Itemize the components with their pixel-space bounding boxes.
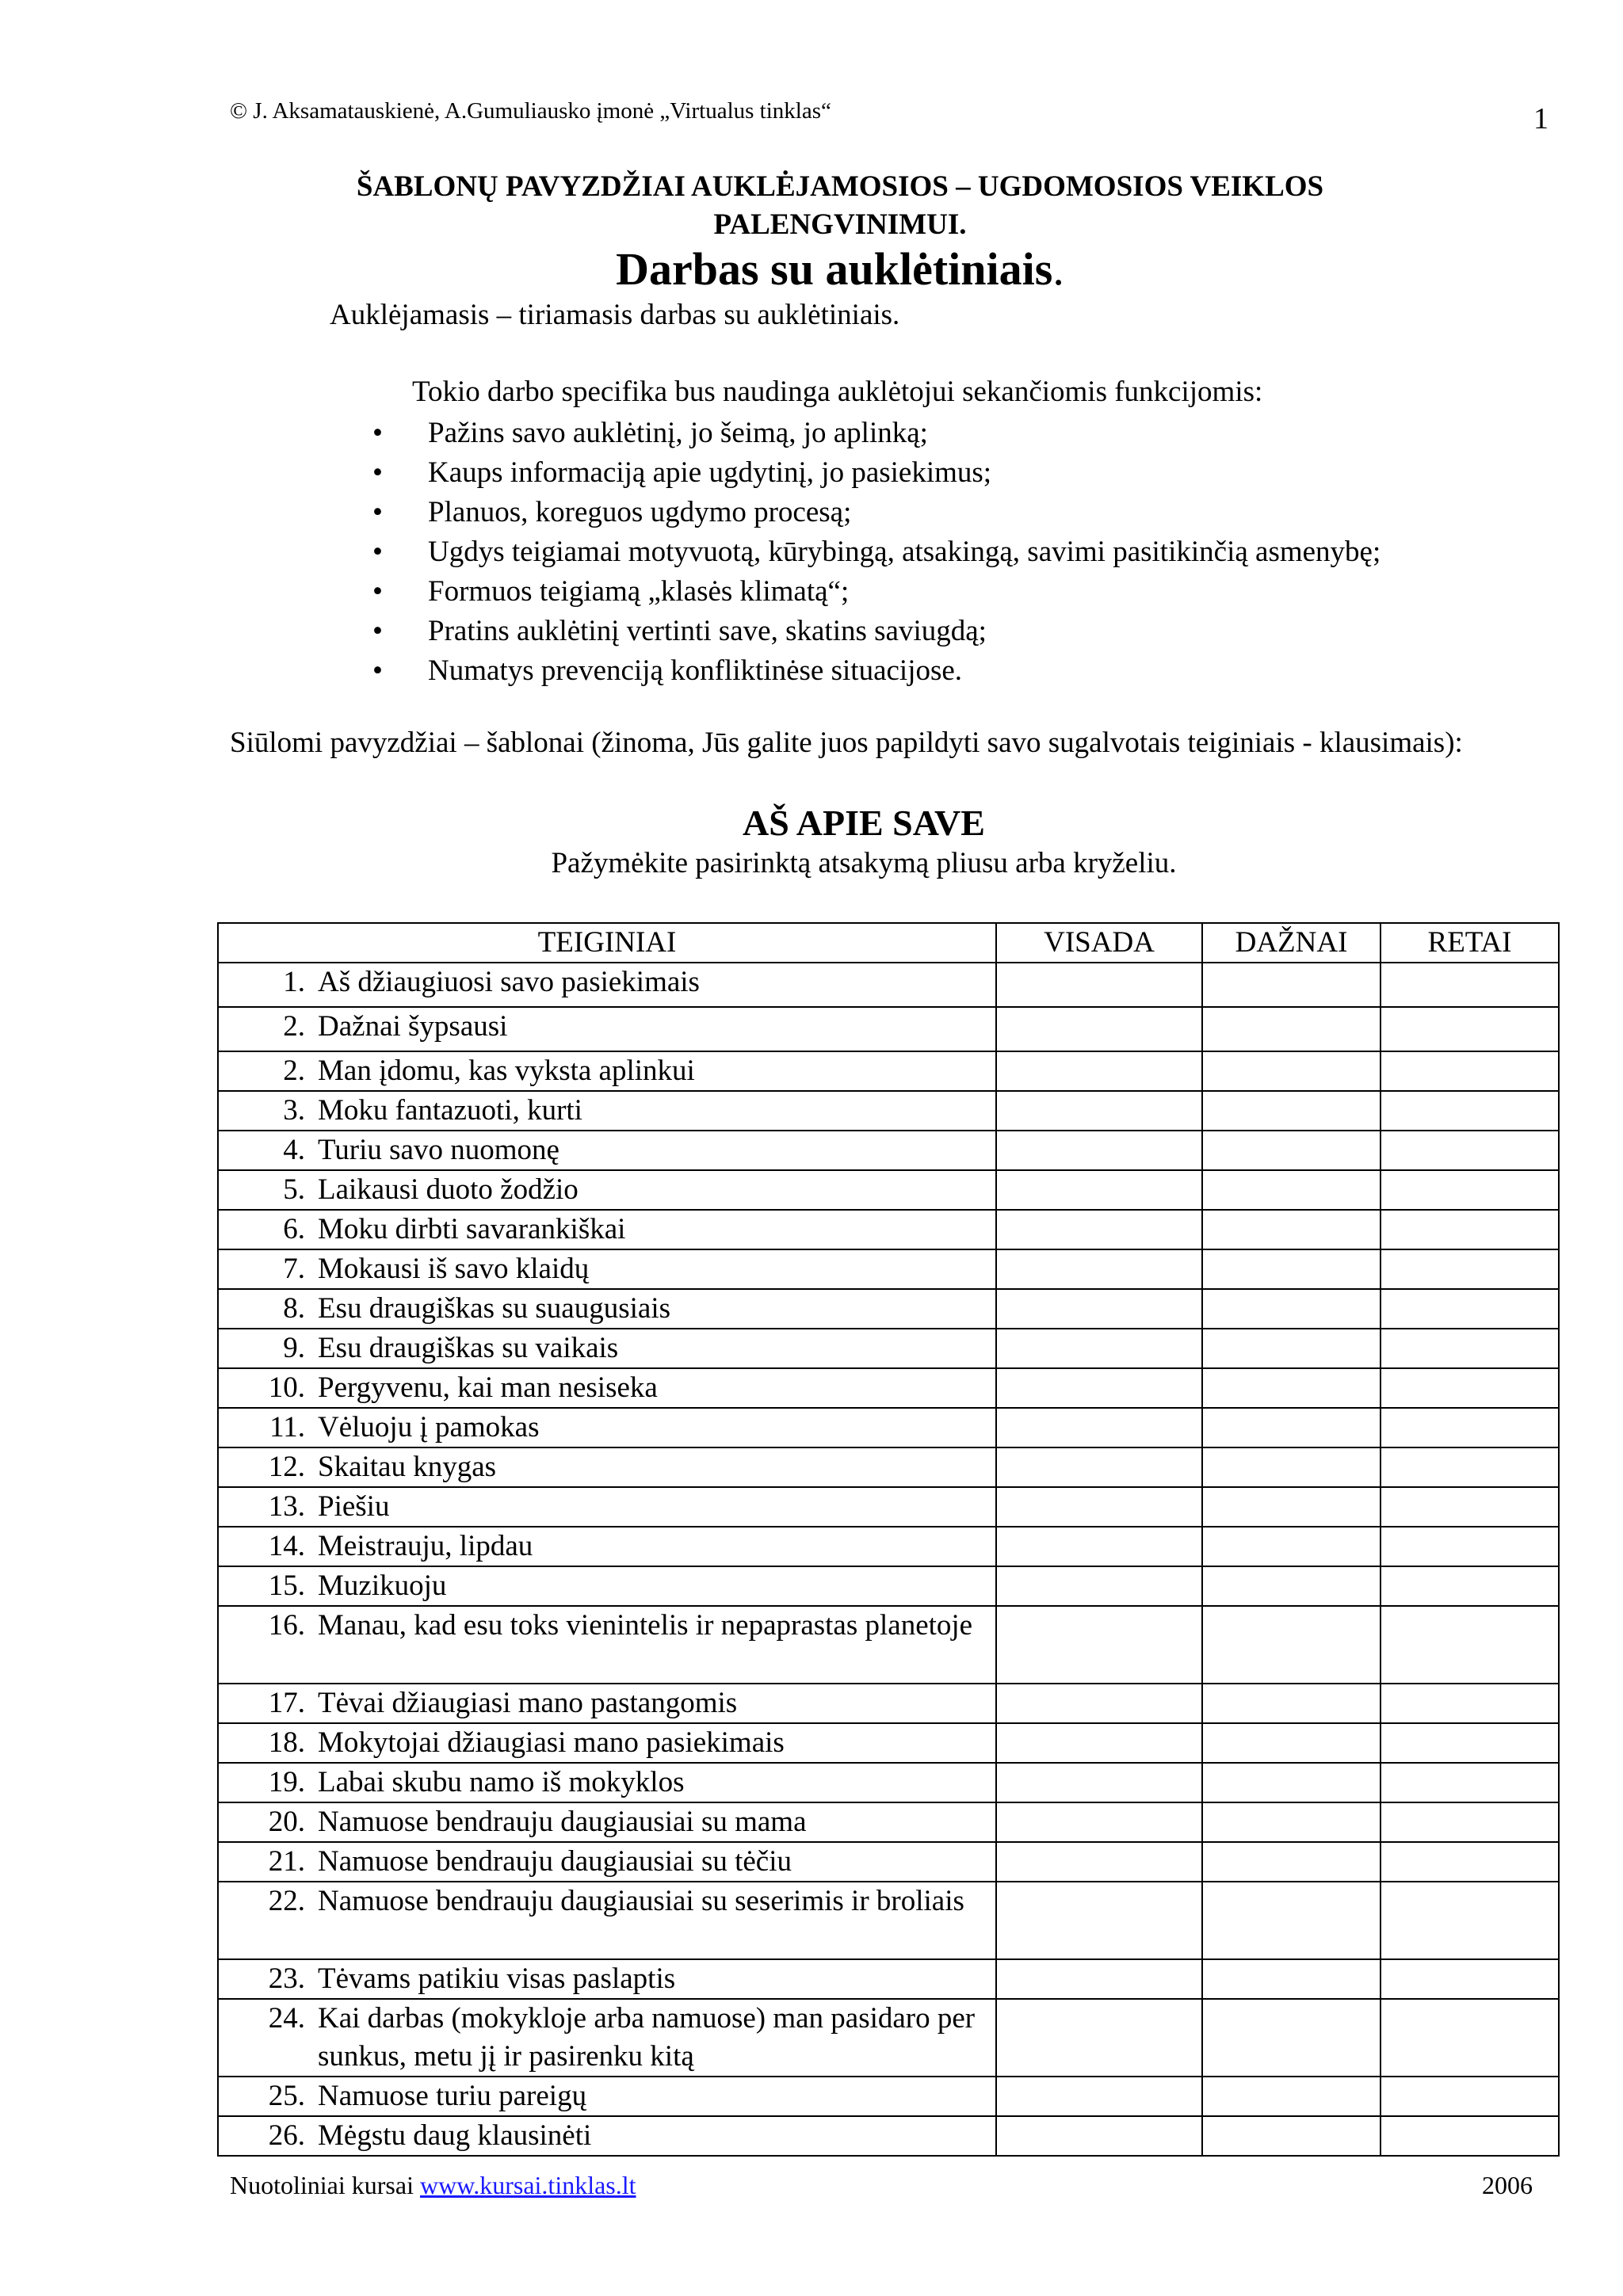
table-row [218, 1447, 1559, 1487]
statement-cell [218, 1999, 996, 2077]
statement-number: 14. [268, 1530, 305, 1562]
statement-cell [218, 1684, 996, 1723]
statement-text: Tėvams patikiu visas paslaptis [318, 1962, 676, 1995]
statement-cell [218, 1408, 996, 1447]
answer-cell-rarely[interactable] [1381, 1723, 1559, 1763]
answer-cell-always[interactable] [996, 1566, 1202, 1606]
answer-cell-rarely[interactable] [1381, 1091, 1559, 1131]
answer-cell-always[interactable] [996, 1527, 1202, 1566]
statement-number: 2. [283, 1055, 305, 1087]
statement-cell [218, 2116, 996, 2156]
table-row [218, 1249, 1559, 1289]
answer-cell-always[interactable] [996, 1606, 1202, 1684]
statement-number: 19. [268, 1766, 305, 1798]
list-item [372, 651, 1381, 691]
answer-cell-rarely[interactable] [1381, 1606, 1559, 1684]
answer-cell-often[interactable] [1202, 1091, 1381, 1131]
answer-cell-often[interactable] [1202, 1408, 1381, 1447]
statement-text: Manau, kad esu toks vienintelis ir nepaprastas planetoje [318, 1609, 973, 1642]
statement-text: Pergyvenu, kai man nesiseka [318, 1371, 658, 1404]
table-row [218, 1131, 1559, 1170]
list-item [372, 453, 1381, 493]
footer-year: 2006 [1482, 2171, 1533, 2199]
table-row [218, 1329, 1559, 1368]
table-row [218, 1527, 1559, 1566]
answer-cell-often[interactable] [1202, 2116, 1381, 2156]
answer-cell-always[interactable] [996, 963, 1202, 1007]
statement-text: Vėluoju į pamokas [318, 1411, 540, 1444]
proposal-text: Siūlomi pavyzdžiai – šablonai (žinoma, Jūs galite juos papildyti savo sugalvotais teiginiais - klausimais): [230, 727, 1463, 759]
statement-number: 6. [283, 1213, 305, 1245]
statement-cell [218, 1959, 996, 1999]
statement-number: 17. [268, 1687, 305, 1719]
answer-cell-often[interactable] [1202, 1368, 1381, 1408]
column-header-always: VISADA [996, 923, 1202, 963]
table-row [218, 1210, 1559, 1249]
table-row [218, 1842, 1559, 1882]
answer-cell-always[interactable] [996, 1723, 1202, 1763]
answer-cell-often[interactable] [1202, 1487, 1381, 1527]
answer-cell-always[interactable] [996, 1959, 1202, 1999]
answer-cell-often[interactable] [1202, 1210, 1381, 1249]
answer-cell-rarely[interactable] [1381, 1051, 1559, 1091]
footer-prefix: Nuotoliniai kursai [230, 2171, 414, 2199]
document-subtitle-text: Darbas su auklėtiniais [616, 243, 1053, 295]
statement-cell [218, 1131, 996, 1170]
answer-cell-always[interactable] [996, 2077, 1202, 2116]
statement-text: Namuose bendrauju daugiausiai su seserimis ir broliais [318, 1885, 964, 1917]
bullet-icon: • [372, 536, 383, 568]
table-row [218, 1802, 1559, 1842]
answer-cell-often[interactable] [1202, 1684, 1381, 1723]
statement-text: Mėgstu daug klausinėti [318, 2119, 592, 2152]
section-title: AŠ APIE SAVE [743, 803, 985, 843]
answer-cell-always[interactable] [996, 1210, 1202, 1249]
statement-number: 1. [283, 966, 305, 998]
table-row [218, 2116, 1559, 2156]
answer-cell-often[interactable] [1202, 1763, 1381, 1802]
answer-cell-often[interactable] [1202, 1802, 1381, 1842]
statement-text: Tėvai džiaugiasi mano pastangomis [318, 1687, 738, 1719]
table-row [218, 1763, 1559, 1802]
answer-cell-rarely[interactable] [1381, 1408, 1559, 1447]
answer-cell-rarely[interactable] [1381, 1802, 1559, 1842]
answer-cell-often[interactable] [1202, 1723, 1381, 1763]
table-row [218, 963, 1559, 1007]
statement-text: Labai skubu namo iš mokyklos [318, 1766, 685, 1798]
answer-cell-rarely[interactable] [1381, 1763, 1559, 1802]
statement-number: 23. [268, 1962, 305, 1995]
lead-text: Tokio darbo specifika bus naudinga auklėtojui sekančiomis funkcijomis: [412, 376, 1263, 408]
answer-cell-rarely[interactable] [1381, 1959, 1559, 1999]
answer-cell-always[interactable] [996, 1684, 1202, 1723]
answer-cell-always[interactable] [996, 1842, 1202, 1882]
answer-cell-often[interactable] [1202, 1959, 1381, 1999]
statement-number: 12. [268, 1451, 305, 1483]
answer-cell-rarely[interactable] [1381, 963, 1559, 1007]
answer-cell-often[interactable] [1202, 1249, 1381, 1289]
answer-cell-always[interactable] [996, 1999, 1202, 2077]
document-title [214, 168, 1466, 244]
statement-text: Aš džiaugiuosi savo pasiekimais [318, 966, 700, 998]
answer-cell-rarely[interactable] [1381, 1527, 1559, 1566]
answer-cell-always[interactable] [996, 1091, 1202, 1131]
answer-cell-always[interactable] [996, 1131, 1202, 1170]
answer-cell-often[interactable] [1202, 1882, 1381, 1959]
answer-cell-often[interactable] [1202, 1842, 1381, 1882]
table-row [218, 2077, 1559, 2116]
statement-cell [218, 1329, 996, 1368]
answer-cell-often[interactable] [1202, 1447, 1381, 1487]
document-title-line2: PALENGVINIMUI. [713, 208, 967, 241]
answer-cell-rarely[interactable] [1381, 1210, 1559, 1249]
statement-cell [218, 1566, 996, 1606]
answer-cell-rarely[interactable] [1381, 1842, 1559, 1882]
table-row [218, 1684, 1559, 1723]
answer-cell-rarely[interactable] [1381, 1487, 1559, 1527]
answer-cell-always[interactable] [996, 1170, 1202, 1210]
statement-text: Moku fantazuoti, kurti [318, 1094, 582, 1127]
statement-number: 22. [268, 1885, 305, 1917]
document-subtitle-dot: . [1052, 243, 1064, 295]
answer-cell-rarely[interactable] [1381, 1999, 1559, 2077]
table-row [218, 1487, 1559, 1527]
statement-text: Kai darbas (mokykloje arba namuose) man pasidaro per sunkus, metu jį ir pasirenku kitą [318, 2002, 976, 2073]
answer-cell-always[interactable] [996, 1007, 1202, 1051]
table-row [218, 1882, 1559, 1959]
answer-cell-often[interactable] [1202, 1007, 1381, 1051]
answer-cell-often[interactable] [1202, 2077, 1381, 2116]
statement-cell [218, 1606, 996, 1684]
list-item-text: Kaups informaciją apie ugdytinį, jo pasiekimus; [428, 456, 992, 489]
statement-cell [218, 1249, 996, 1289]
table-row [218, 1566, 1559, 1606]
list-item [372, 532, 1381, 572]
survey-table [217, 922, 1560, 2157]
list-item-text: Formuos teigiamą „klasės klimatą“; [428, 575, 850, 608]
statement-text: Man įdomu, kas vyksta aplinkui [318, 1055, 695, 1087]
statement-text: Moku dirbti savarankiškai [318, 1213, 626, 1245]
answer-cell-often[interactable] [1202, 1606, 1381, 1684]
bullet-icon: • [372, 496, 383, 528]
statement-text: Esu draugiškas su vaikais [318, 1332, 619, 1364]
statement-number: 3. [283, 1094, 305, 1127]
list-item [372, 493, 1381, 532]
statement-cell [218, 1802, 996, 1842]
list-item-text: Ugdys teigiamai motyvuotą, kūrybingą, atsakingą, savimi pasitikinčią asmenybę; [428, 536, 1381, 568]
bullet-icon: • [372, 654, 383, 687]
bullet-icon: • [372, 417, 383, 449]
statement-text: Mokausi iš savo klaidų [318, 1253, 590, 1285]
statement-cell [218, 1007, 996, 1051]
answer-cell-rarely[interactable] [1381, 1368, 1559, 1408]
answer-cell-rarely[interactable] [1381, 1447, 1559, 1487]
answer-cell-rarely[interactable] [1381, 1329, 1559, 1368]
list-item [372, 414, 1381, 453]
statement-cell [218, 2077, 996, 2116]
page-number: 1 [1533, 102, 1549, 135]
statement-number: 24. [268, 2002, 305, 2035]
statement-cell [218, 1527, 996, 1566]
statement-number: 11. [269, 1411, 305, 1444]
answer-cell-rarely[interactable] [1381, 2077, 1559, 2116]
list-item [372, 612, 1381, 651]
statement-text: Laikausi duoto žodžio [318, 1173, 579, 1206]
statement-number: 26. [268, 2119, 305, 2152]
answer-cell-often[interactable] [1202, 1170, 1381, 1210]
bullet-icon: • [372, 456, 383, 489]
statement-text: Turiu savo nuomonę [318, 1134, 559, 1166]
answer-cell-always[interactable] [996, 1289, 1202, 1329]
statement-number: 15. [268, 1569, 305, 1602]
table-row [218, 1959, 1559, 1999]
header-copyright: © J. Aksamatauskienė, A.Gumuliausko įmonė „Virtualus tinklas“ [230, 98, 831, 124]
statement-number: 18. [268, 1726, 305, 1759]
footer-courses [230, 2171, 636, 2200]
list-item-text: Pratins auklėtinį vertinti save, skatins saviugdą; [428, 615, 987, 647]
answer-cell-often[interactable] [1202, 1527, 1381, 1566]
statement-number: 21. [268, 1845, 305, 1878]
table-row [218, 1408, 1559, 1447]
function-list [372, 414, 1381, 691]
document-title-line1: ŠABLONŲ PAVYZDŽIAI AUKLĖJAMOSIOS – UGDOMOSIOS VEIKLOS [356, 170, 1324, 203]
statement-number: 13. [268, 1490, 305, 1523]
answer-cell-often[interactable] [1202, 963, 1381, 1007]
statement-text: Dažnai šypsausi [318, 1010, 508, 1043]
statement-text: Esu draugiškas su suaugusiais [318, 1292, 670, 1325]
statement-text: Namuose turiu pareigų [318, 2080, 587, 2112]
statement-cell [218, 1763, 996, 1802]
statement-cell [218, 1170, 996, 1210]
answer-cell-rarely[interactable] [1381, 1170, 1559, 1210]
statement-number: 10. [268, 1371, 305, 1404]
answer-cell-often[interactable] [1202, 1131, 1381, 1170]
statement-cell [218, 1091, 996, 1131]
statement-text: Meistrauju, lipdau [318, 1530, 533, 1562]
statement-text: Skaitau knygas [318, 1451, 497, 1483]
statement-cell [218, 1210, 996, 1249]
statement-number: 7. [283, 1253, 305, 1285]
table-row [218, 1091, 1559, 1131]
intro-text: Auklėjamasis – tiriamasis darbas su auklėtiniais. [330, 299, 900, 331]
answer-cell-often[interactable] [1202, 1999, 1381, 2077]
answer-cell-always[interactable] [996, 1447, 1202, 1487]
statement-text: Namuose bendrauju daugiausiai su tėčiu [318, 1845, 792, 1878]
answer-cell-always[interactable] [996, 1763, 1202, 1802]
table-row [218, 1170, 1559, 1210]
statement-cell [218, 1368, 996, 1408]
statement-number: 4. [283, 1134, 305, 1166]
answer-cell-rarely[interactable] [1381, 1249, 1559, 1289]
statement-text: Namuose bendrauju daugiausiai su mama [318, 1806, 807, 1838]
statement-cell [218, 1842, 996, 1882]
answer-cell-always[interactable] [996, 1882, 1202, 1959]
list-item [372, 572, 1381, 612]
answer-cell-often[interactable] [1202, 1566, 1381, 1606]
bullet-icon: • [372, 575, 383, 608]
statement-number: 25. [268, 2080, 305, 2112]
column-header-often: DAŽNAI [1202, 923, 1381, 963]
statement-number: 20. [268, 1806, 305, 1838]
answer-cell-always[interactable] [996, 1368, 1202, 1408]
statement-number: 2. [283, 1010, 305, 1043]
answer-cell-rarely[interactable] [1381, 1007, 1559, 1051]
list-item-text: Planuos, koreguos ugdymo procesą; [428, 496, 852, 528]
table-row [218, 1051, 1559, 1091]
answer-cell-rarely[interactable] [1381, 1289, 1559, 1329]
answer-cell-rarely[interactable] [1381, 1131, 1559, 1170]
column-header-rarely: RETAI [1381, 923, 1559, 963]
bullet-icon: • [372, 615, 383, 647]
answer-cell-often[interactable] [1202, 1051, 1381, 1091]
statement-text: Mokytojai džiaugiasi mano pasiekimais [318, 1726, 785, 1759]
answer-cell-always[interactable] [996, 1487, 1202, 1527]
table-row [218, 1723, 1559, 1763]
answer-cell-often[interactable] [1202, 1329, 1381, 1368]
answer-cell-often[interactable] [1202, 1289, 1381, 1329]
statement-number: 8. [283, 1292, 305, 1325]
statement-cell [218, 1289, 996, 1329]
statement-number: 9. [283, 1332, 305, 1364]
statement-cell [218, 1051, 996, 1091]
answer-cell-always[interactable] [996, 2116, 1202, 2156]
answer-cell-always[interactable] [996, 1249, 1202, 1289]
statement-number: 5. [283, 1173, 305, 1206]
table-row [218, 1368, 1559, 1408]
statement-text: Muzikuoju [318, 1569, 447, 1602]
statement-cell [218, 1882, 996, 1959]
statement-number: 16. [268, 1609, 305, 1642]
answer-cell-always[interactable] [996, 1329, 1202, 1368]
column-header-statements: TEIGINIAI [218, 923, 996, 963]
list-item-text: Pažins savo auklėtinį, jo šeimą, jo aplinką; [428, 417, 928, 449]
answer-cell-rarely[interactable] [1381, 2116, 1559, 2156]
document-subtitle [214, 242, 1466, 296]
table-row [218, 1007, 1559, 1051]
footer-link[interactable]: www.kursai.tinklas.lt [419, 2171, 636, 2199]
answer-cell-always[interactable] [996, 1802, 1202, 1842]
statement-cell [218, 1723, 996, 1763]
section-instruction: Pažymėkite pasirinktą atsakymą pliusu arba kryželiu. [551, 847, 1177, 879]
statement-cell [218, 1447, 996, 1487]
statement-text: Piešiu [318, 1490, 390, 1523]
table-row [218, 1606, 1559, 1684]
list-item-text: Numatys prevenciją konfliktinėse situacijose. [428, 654, 963, 687]
table-row [218, 1999, 1559, 2077]
answer-cell-rarely[interactable] [1381, 1684, 1559, 1723]
statement-cell [218, 1487, 996, 1527]
statement-cell [218, 963, 996, 1007]
answer-cell-rarely[interactable] [1381, 1566, 1559, 1606]
answer-cell-always[interactable] [996, 1408, 1202, 1447]
answer-cell-always[interactable] [996, 1051, 1202, 1091]
answer-cell-rarely[interactable] [1381, 1882, 1559, 1959]
table-row [218, 1289, 1559, 1329]
